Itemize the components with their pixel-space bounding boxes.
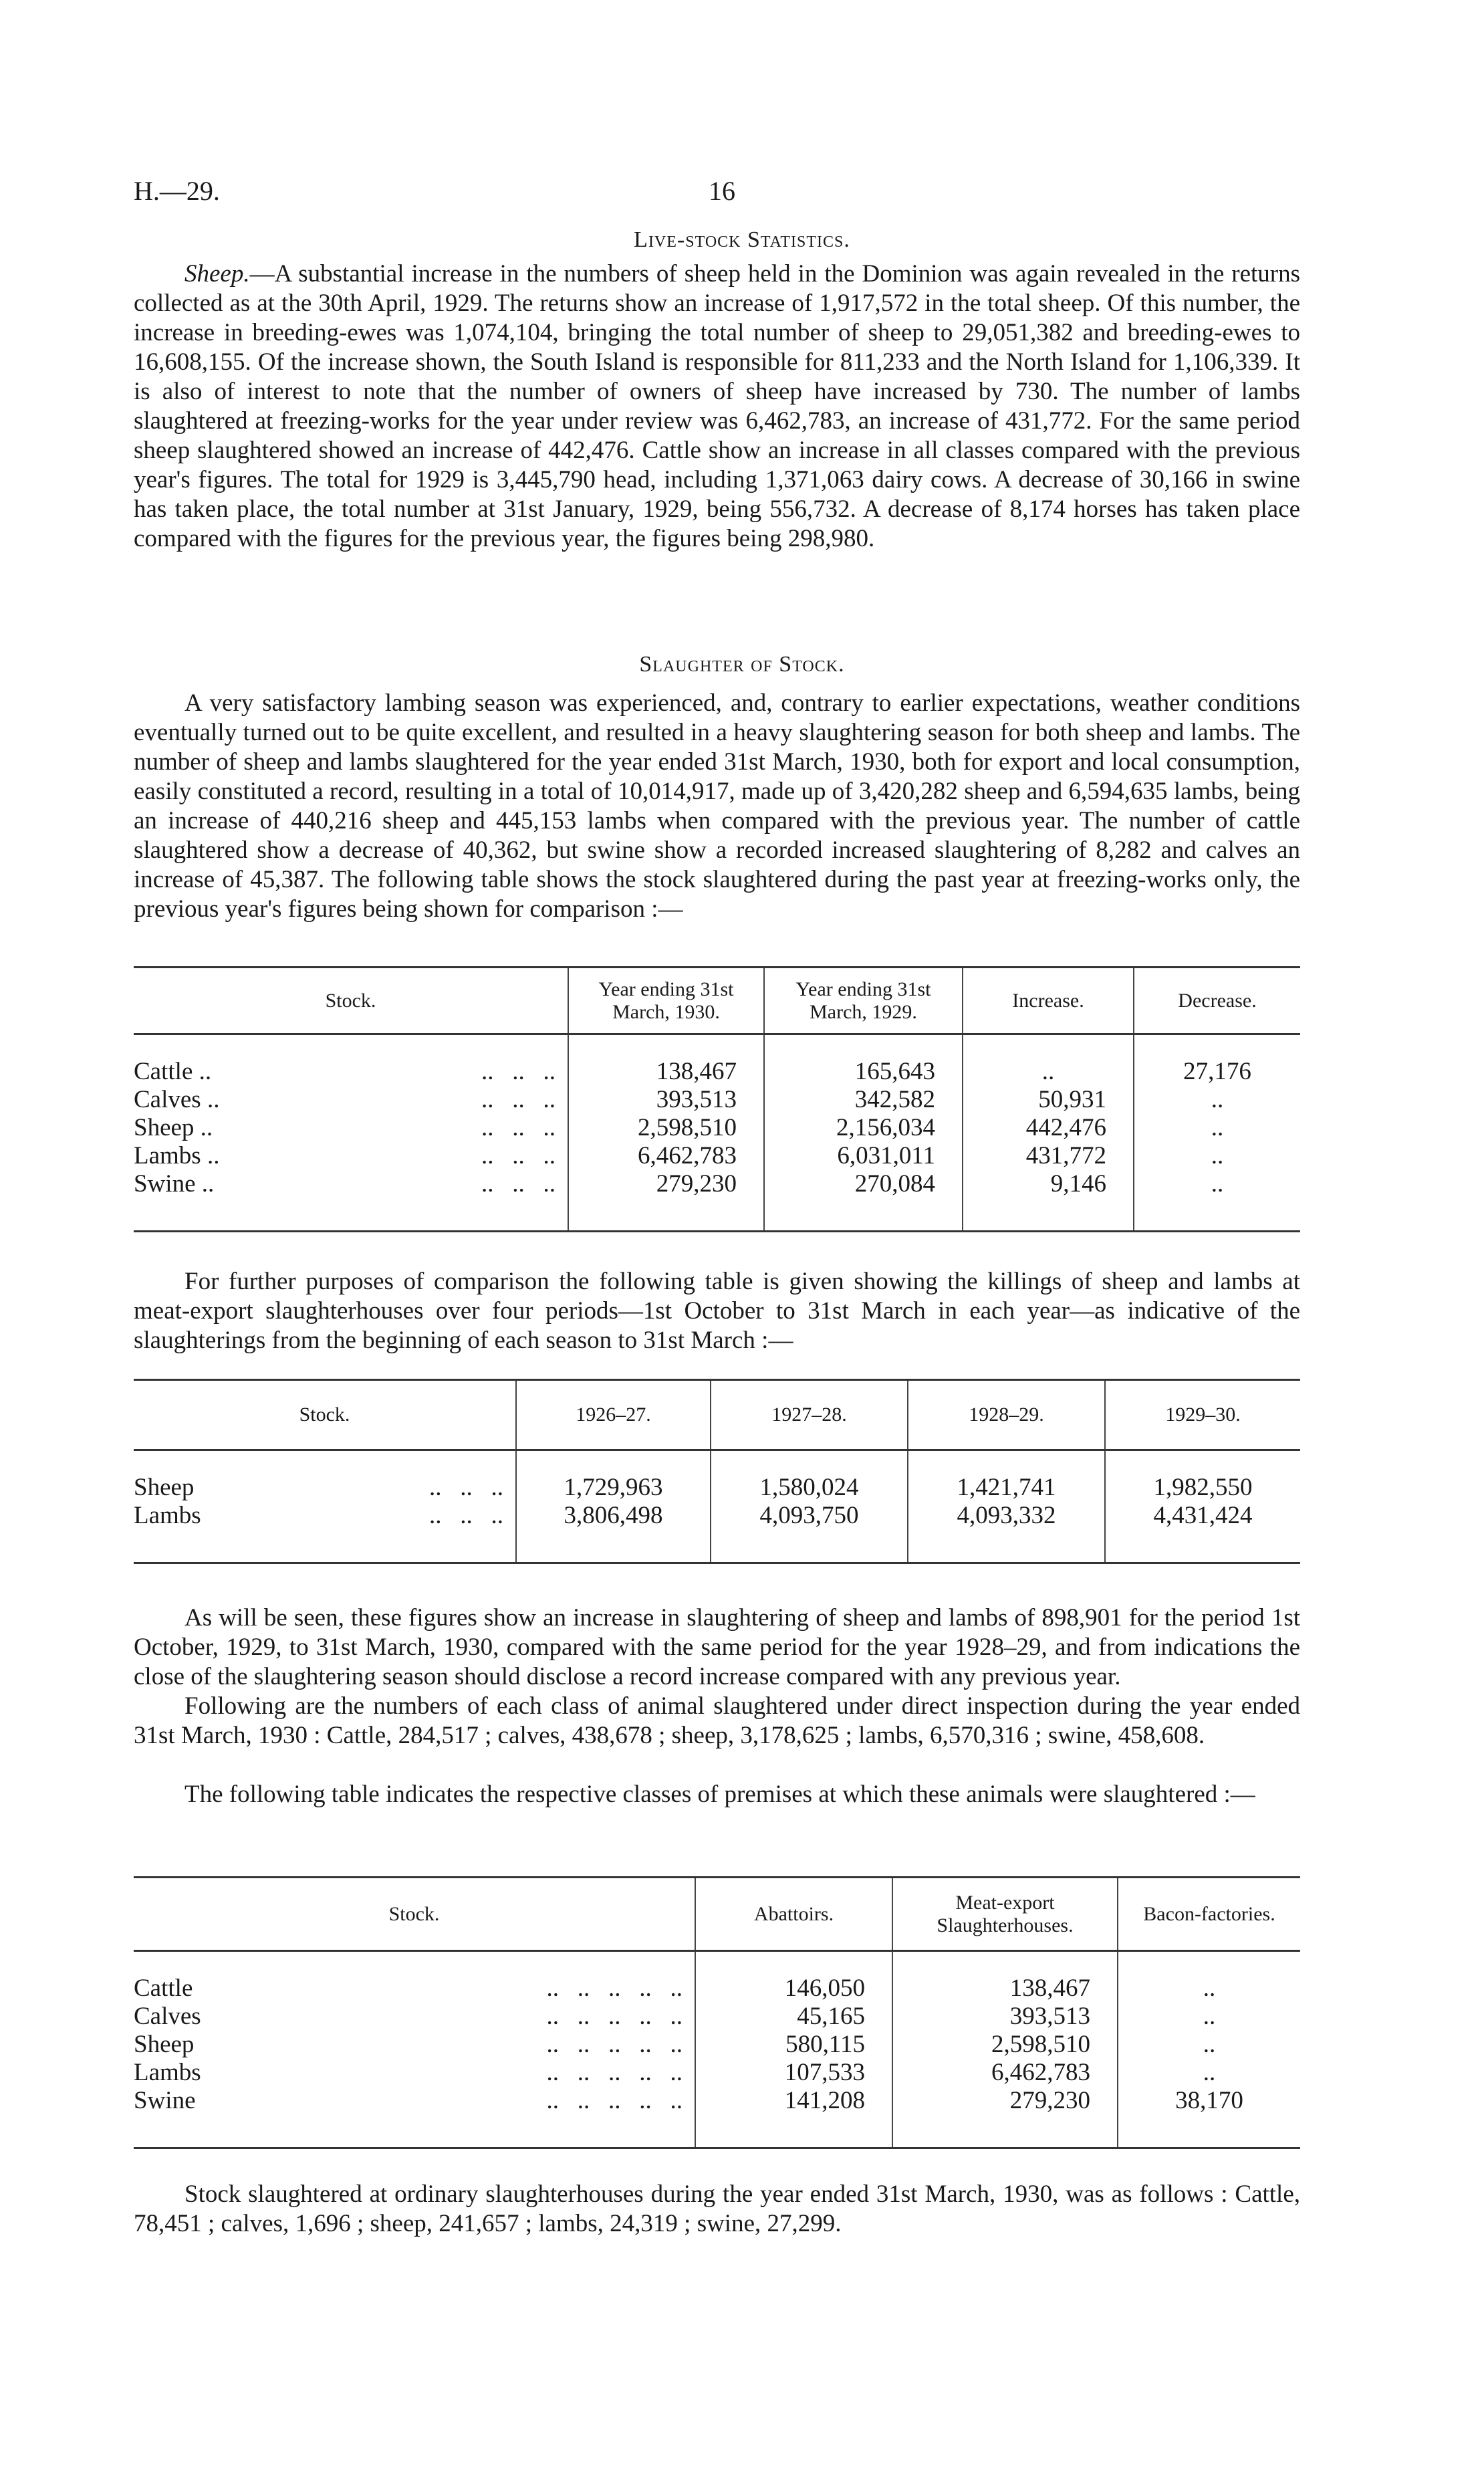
meat-export-value: 2,598,510: [892, 2031, 1118, 2059]
meat-export-value: 138,467: [892, 1975, 1118, 2003]
dot-leader: .. .. ..: [481, 1170, 555, 1198]
stock-label: Lambs: [134, 2059, 201, 2086]
stock-label: Lambs: [134, 1502, 201, 1529]
freezing-works-table: [134, 966, 1300, 1232]
stock-cell: [134, 1086, 568, 1114]
value-1930: 393,513: [568, 1086, 764, 1114]
value-1929: 165,643: [764, 1058, 963, 1086]
stock-label: Cattle: [134, 1975, 193, 2002]
dot-leader: .. .. .. .. ..: [546, 2059, 683, 2086]
increase-value: 9,146: [963, 1170, 1134, 1198]
paragraph-lambing-season: A very satisfactory lambing season was experienced, and, contrary to earlier expectations, weather conditions eventually turned out to be quite excellent, and resulted in a heavy slaughtering season for both sheep and lambs. The number of sheep and lambs slaughtered for the year ended 31st March, 1930, both for export and local consumption, easily constituted a record, resulting in a total of 10,014,917, made up of 3,420,282 sheep and 6,594,635 lambs, being an increase of 440,216 sheep and 445,153 lambs when compared with the previous year. The number of cattle slaughtered show a decrease of 40,362, but swine show a recorded increased slaughtering of 8,282 and calves an increase of 45,387. The following table shows the stock slaughtered during the past year at freezing-works only, the previous year's figures being shown for comparison :—: [134, 689, 1300, 923]
season-value: 1,421,741: [908, 1474, 1105, 1502]
dot-leader: .. .. ..: [481, 1114, 555, 1141]
paragraph-sheep: [134, 259, 1300, 554]
decrease-value: ..: [1134, 1142, 1300, 1170]
abattoirs-value: 146,050: [695, 1975, 892, 2003]
paragraph-inspection: Following are the numbers of each class of animal slaughtered under direct inspection during the year ended 31st March, 1930 : Cattle, 284,517 ; calves, 438,678 ; sheep, 3,178,625 ; lambs, 6,570,316 ; swine, 458,608.: [134, 1692, 1300, 1749]
decrease-value: 27,176: [1134, 1058, 1300, 1086]
column-header: 1929–30.: [1105, 1380, 1300, 1450]
stock-label: Lambs ..: [134, 1142, 220, 1169]
column-header: Meat-export Slaughterhouses.: [892, 1878, 1118, 1951]
table-row: [134, 1170, 1300, 1198]
value-1929: 6,031,011: [764, 1142, 963, 1170]
increase-value: 442,476: [963, 1114, 1134, 1142]
stock-cell: [134, 1474, 516, 1502]
value-1929: 2,156,034: [764, 1114, 963, 1142]
table-row: [134, 1975, 1300, 2003]
decrease-value: ..: [1134, 1170, 1300, 1198]
season-value: 4,093,332: [908, 1502, 1105, 1530]
column-header: Abattoirs.: [695, 1878, 892, 1951]
section-title-slaughter: Slaughter of Stock.: [639, 652, 845, 677]
stock-cell: [134, 1142, 568, 1170]
abattoirs-value: 107,533: [695, 2059, 892, 2087]
column-header: Bacon-factories.: [1118, 1878, 1300, 1951]
stock-label: Calves ..: [134, 1086, 220, 1113]
column-header: 1927–28.: [711, 1380, 908, 1450]
paragraph-premises: The following table indicates the respective classes of premises at which these animals were slaughtered :—: [184, 1781, 1255, 1808]
table-row: [134, 2031, 1300, 2059]
value-1929: 270,084: [764, 1170, 963, 1198]
value-1930: 279,230: [568, 1170, 764, 1198]
table-row: [134, 1474, 1300, 1502]
dot-leader: .. .. ..: [481, 1142, 555, 1169]
value-1930: 6,462,783: [568, 1142, 764, 1170]
section-title-livestock: Live-stock Statistics.: [634, 227, 850, 252]
season-value: 4,431,424: [1105, 1502, 1300, 1530]
dot-leader: .. .. .. .. ..: [546, 1975, 683, 2002]
dot-leader: .. .. .. .. ..: [546, 2087, 683, 2114]
dot-leader: .. .. ..: [481, 1058, 555, 1085]
decrease-value: ..: [1134, 1086, 1300, 1114]
abattoirs-value: 580,115: [695, 2031, 892, 2059]
increase-value: ..: [963, 1058, 1134, 1086]
column-header: 1926–27.: [516, 1380, 711, 1450]
paragraph-increase: As will be seen, these figures show an increase in slaughtering of sheep and lambs of 898,901 for the period 1st October, 1929, to 31st March, 1930, compared with the same period for the year 1928–29, and from indications the close of the slaughtering season should disclose a record increase compared with any previous year.: [134, 1604, 1300, 1690]
increase-value: 431,772: [963, 1142, 1134, 1170]
column-header: Year ending 31st March, 1929.: [764, 968, 963, 1034]
decrease-value: ..: [1134, 1114, 1300, 1142]
stock-cell: [134, 2087, 695, 2115]
abattoirs-value: 141,208: [695, 2087, 892, 2115]
season-value: 1,729,963: [516, 1474, 711, 1502]
table-row: [134, 1142, 1300, 1170]
stock-cell: [134, 2003, 695, 2031]
stock-label: Sheep: [134, 1474, 195, 1501]
table-row: [134, 1086, 1300, 1114]
column-header: Stock.: [134, 1878, 695, 1951]
column-header: Stock.: [134, 1380, 516, 1450]
table-row: [134, 2059, 1300, 2087]
table-row: [134, 1058, 1300, 1086]
bacon-factories-value: ..: [1118, 1975, 1300, 2003]
bacon-factories-value: 38,170: [1118, 2087, 1300, 2115]
stock-cell: [134, 1058, 568, 1086]
table-row: [134, 1114, 1300, 1142]
document-reference: H.—29.: [134, 176, 220, 206]
meat-export-value: 393,513: [892, 2003, 1118, 2031]
season-value: 1,580,024: [711, 1474, 908, 1502]
stock-label: Sheep ..: [134, 1114, 213, 1141]
stock-label: Swine ..: [134, 1170, 215, 1198]
column-header: Decrease.: [1134, 968, 1300, 1034]
season-value: 1,982,550: [1105, 1474, 1300, 1502]
column-header: Increase.: [963, 968, 1134, 1034]
dot-leader: .. .. ..: [481, 1086, 555, 1113]
stock-cell: [134, 2059, 695, 2087]
bacon-factories-value: ..: [1118, 2059, 1300, 2087]
seasonal-killings-table: [134, 1379, 1300, 1564]
value-1930: 2,598,510: [568, 1114, 764, 1142]
table-row: [134, 2087, 1300, 2115]
increase-value: 50,931: [963, 1086, 1134, 1114]
table-row: [134, 2003, 1300, 2031]
paragraph-comparison: For further purposes of comparison the following table is given showing the killings of sheep and lambs at meat-export slaughterhouses over four periods—1st October to 31st March in each year—as indicative of the slaughterings from the beginning of each season to 31st March :—: [134, 1268, 1300, 1354]
table-row: [134, 1502, 1300, 1530]
stock-cell: [134, 1170, 568, 1198]
season-value: 3,806,498: [516, 1502, 711, 1530]
stock-cell: [134, 1114, 568, 1142]
stock-label: Calves: [134, 2003, 201, 2030]
stock-cell: [134, 1502, 516, 1530]
dot-leader: .. .. ..: [429, 1474, 503, 1501]
bacon-factories-value: ..: [1118, 2003, 1300, 2031]
abattoirs-value: 45,165: [695, 2003, 892, 2031]
season-value: 4,093,750: [711, 1502, 908, 1530]
bacon-factories-value: ..: [1118, 2031, 1300, 2059]
meat-export-value: 6,462,783: [892, 2059, 1118, 2087]
dot-leader: .. .. ..: [429, 1502, 503, 1529]
paragraph-text: —A substantial increase in the numbers of sheep held in the Dominion was again revealed in the returns collected as at the 30th April, 1929. The returns show an increase of 1,917,572 in the total sheep. Of this number, the increase in breeding-ewes was 1,074,104, bringing the total number of sheep to 29,051,382 and breeding-ewes to 16,608,155. Of the increase shown, the South Island is responsible for 811,233 and the North Island for 1,106,339. It is also of interest to note that the number of owners of sheep have increased by 730. The number of lambs slaughtered at freezing-works for the year under review was 6,462,783, an increase of 431,772. For the same period sheep slaughtered showed an increase of 442,476. Cattle show an increase in all classes compared with the previous year's figures. The total for 1929 is 3,445,790 head, including 1,371,063 dairy cows. A decrease of 30,166 in swine has taken place, the total number at 31st January, 1929, being 556,732. A decrease of 8,174 horses has taken place compared with the figures for the previous year, the figures being 298,980.: [134, 260, 1300, 552]
column-header: 1928–29.: [908, 1380, 1105, 1450]
value-1929: 342,582: [764, 1086, 963, 1114]
dot-leader: .. .. .. .. ..: [546, 2031, 683, 2058]
column-header: Year ending 31st March, 1930.: [568, 968, 764, 1034]
meat-export-value: 279,230: [892, 2087, 1118, 2115]
dot-leader: .. .. .. .. ..: [546, 2003, 683, 2030]
page-number: 16: [709, 176, 735, 206]
value-1930: 138,467: [568, 1058, 764, 1086]
stock-label: Swine: [134, 2087, 196, 2114]
stock-cell: [134, 2031, 695, 2059]
stock-cell: [134, 1975, 695, 2003]
column-header: Stock.: [134, 968, 568, 1034]
premises-table: [134, 1876, 1300, 2149]
paragraph-lead: Sheep.: [184, 260, 250, 288]
stock-label: Sheep: [134, 2031, 195, 2058]
paragraph-ordinary-slaughterhouses: Stock slaughtered at ordinary slaughterhouses during the year ended 31st March, 1930, was as follows : Cattle, 78,451 ; calves, 1,696 ; sheep, 241,657 ; lambs, 24,319 ; swine, 27,299.: [134, 2180, 1300, 2237]
stock-label: Cattle ..: [134, 1058, 212, 1085]
